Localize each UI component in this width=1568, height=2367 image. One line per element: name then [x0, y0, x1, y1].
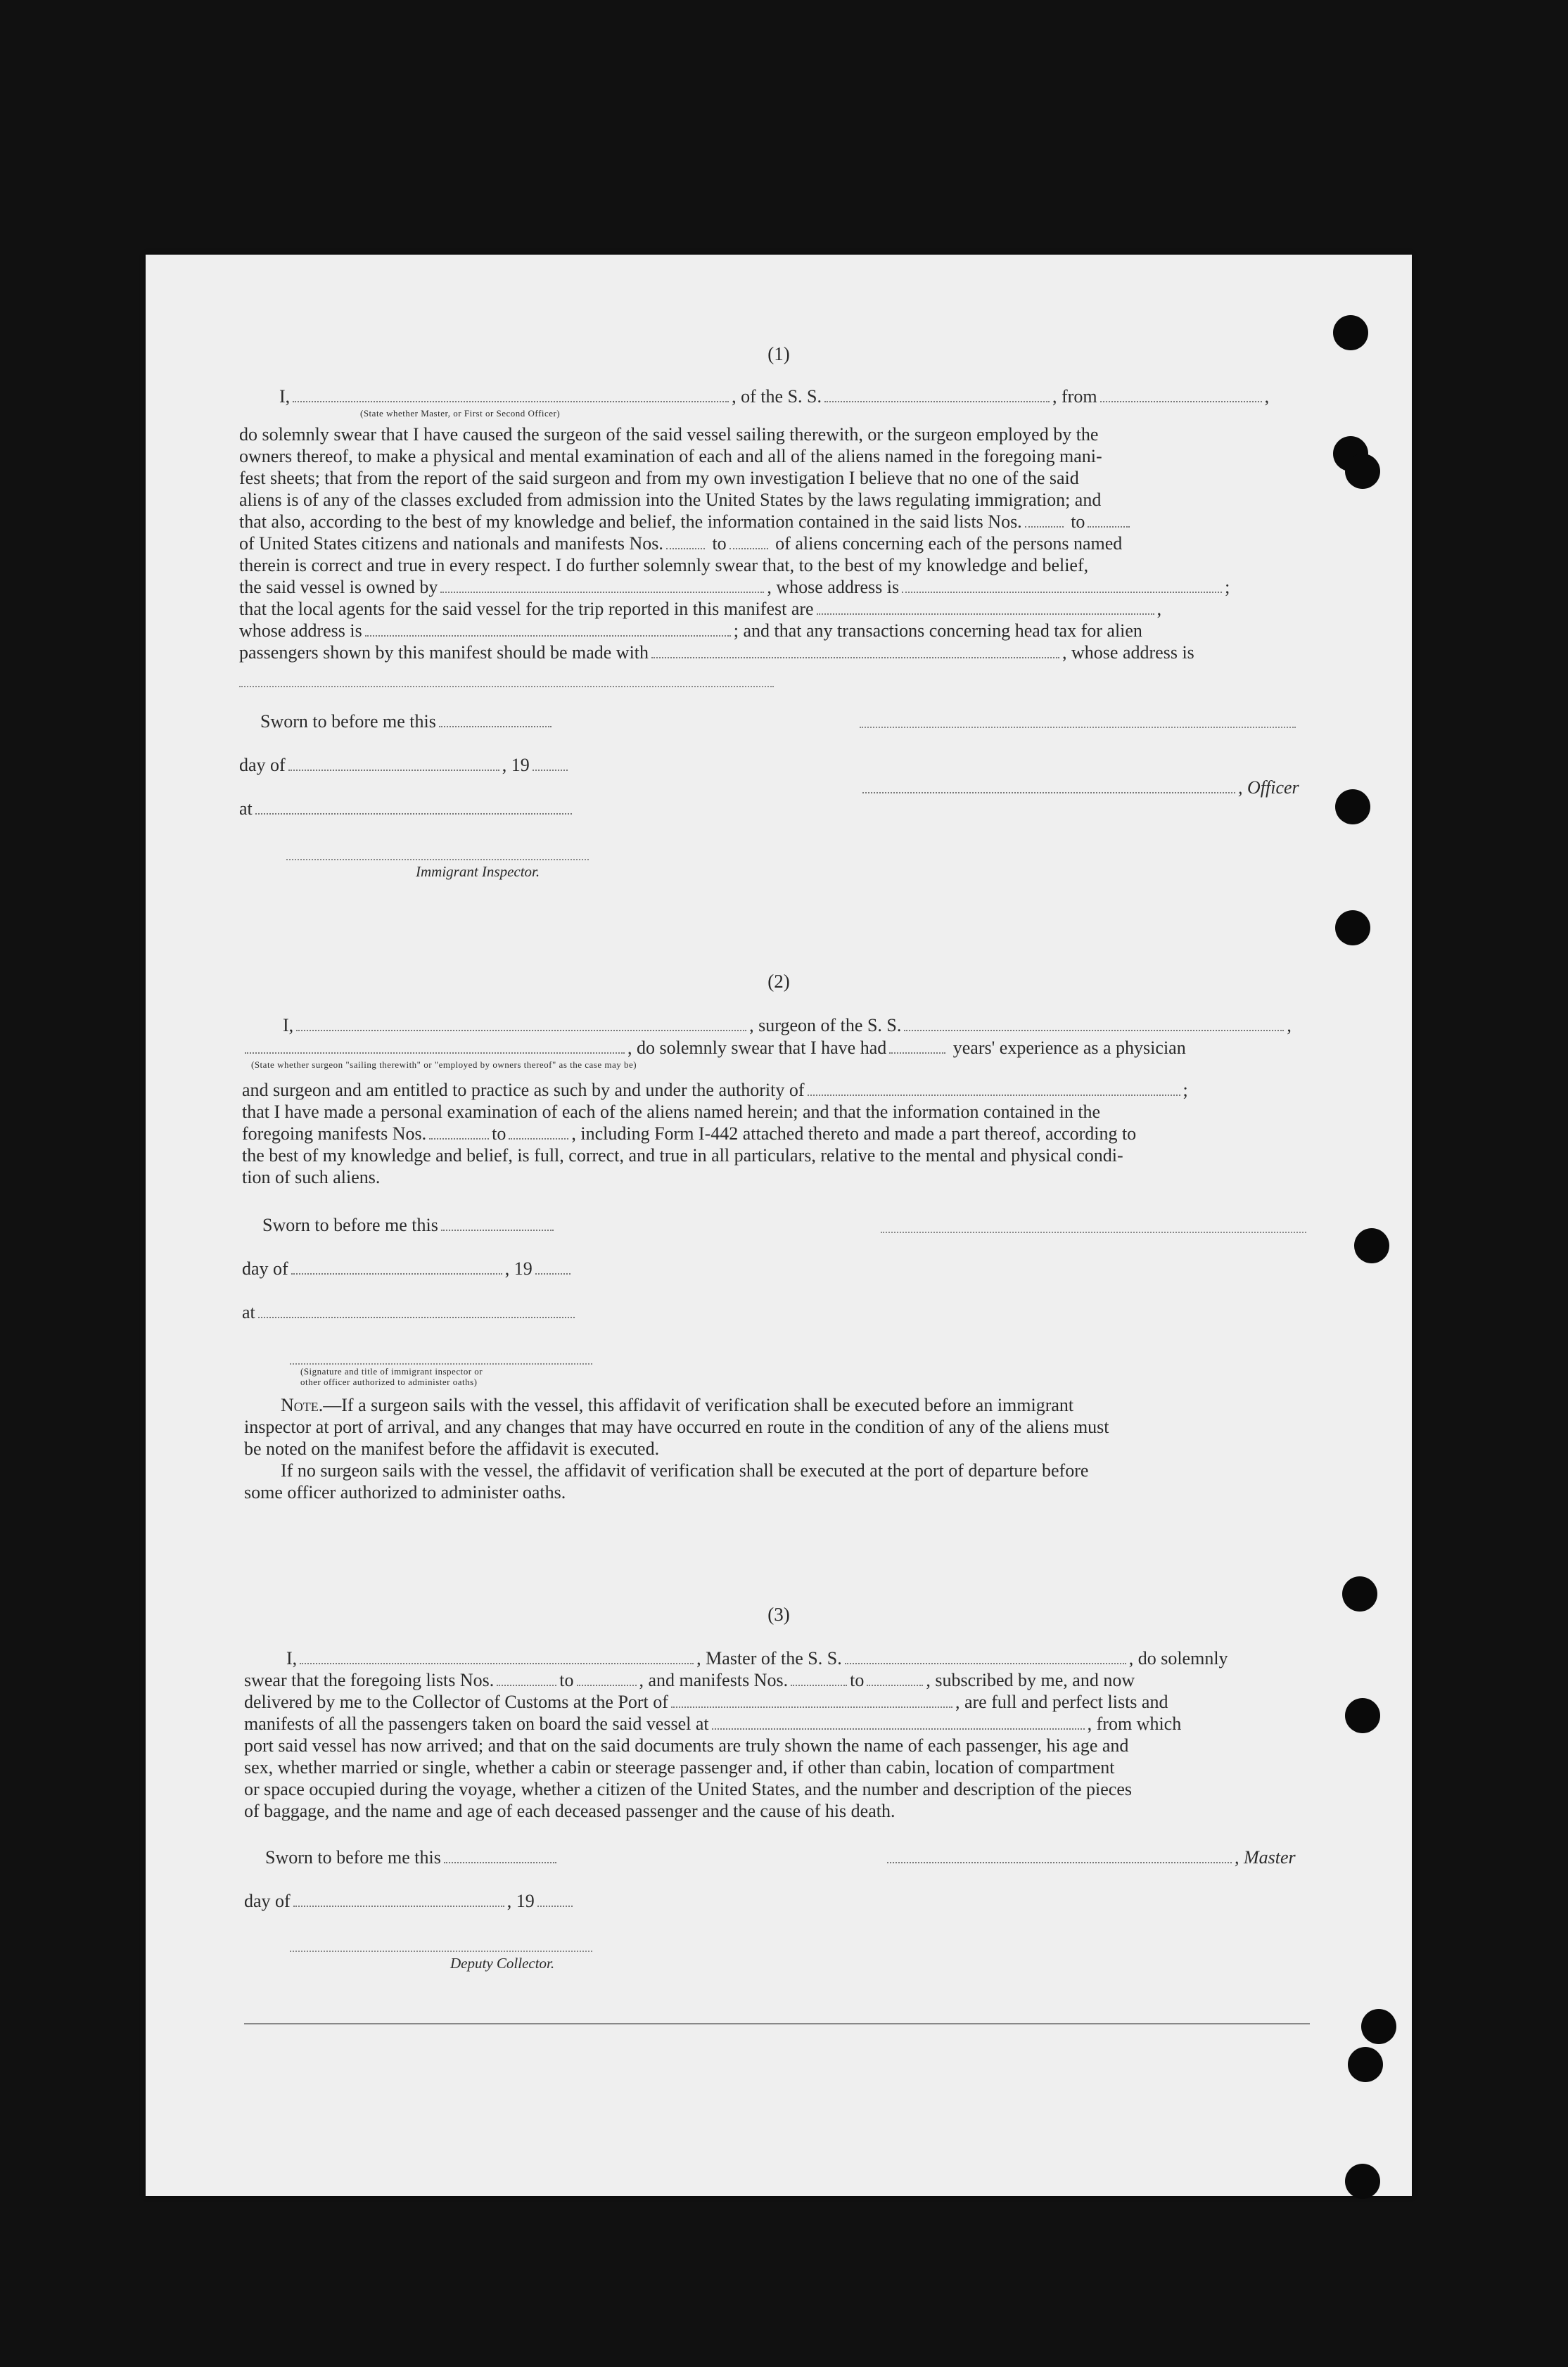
inspector-label: Immigrant Inspector.: [416, 863, 540, 880]
s2-line-2: that I have made a personal examination of each of the aliens named herein; and that the information contained in the: [242, 1102, 1101, 1122]
officer-caption: (State whether Master, or First or Second Officer): [360, 408, 561, 419]
sig-caption-1: (Signature and title of immigrant inspector or: [300, 1366, 483, 1377]
s2-line-3: foregoing manifests Nos. to , including Form I-442 attached thereto and made a part thereof, according to: [242, 1123, 1137, 1144]
from-label: , from: [1052, 386, 1097, 407]
bottom-rule: [244, 2023, 1310, 2024]
officer-signature-blank: [860, 726, 1296, 728]
surgeon-signature-blank: [881, 1231, 1306, 1233]
note-line-2: inspector at port of arrival, and any changes that may have occurred en route in the condition of any of the aliens must: [244, 1417, 1109, 1437]
deputy-label: Deputy Collector.: [450, 1955, 555, 1972]
punch-hole: [1333, 315, 1368, 350]
deputy-signature-blank: [290, 1950, 592, 1952]
s1-line-6: of United States citizens and nationals and manifests Nos. to of aliens concerning each of the persons named: [239, 533, 1123, 554]
s3-line-4: manifests of all the passengers taken on board the said vessel at , from which: [244, 1714, 1182, 1734]
s1-line-9: that the local agents for the said vessel for the trip reported in this manifest are ,: [239, 599, 1162, 619]
s1-line-8: the said vessel is owned by , whose address is ;: [239, 577, 1230, 597]
s3-sworn-line: Sworn to before me this: [265, 1846, 559, 1868]
s2-line-1: and surgeon and am entitled to practice as such by and under the authority of ;: [242, 1080, 1188, 1100]
of-the-ss-label: , of the S. S.: [732, 386, 822, 407]
punch-hole: [1342, 1576, 1377, 1612]
s3-line-8: of baggage, and the name and age of each deceased passenger and the cause of his death.: [244, 1801, 895, 1821]
s3-line-1: I, , Master of the S. S. , do solemnly: [286, 1648, 1228, 1669]
punch-hole: [1361, 2009, 1396, 2044]
s2-line-4: the best of my knowledge and belief, is full, correct, and true in all particulars, relative to the mental and physical condi-: [242, 1145, 1123, 1166]
s2-swear-line: , do solemnly swear that I have had years' experience as a physician: [242, 1037, 1186, 1059]
punch-hole: [1354, 1228, 1389, 1263]
section-3-number: (3): [767, 1604, 790, 1625]
note-block: [244, 1394, 1310, 1503]
s1-line-5: that also, according to the best of my knowledge and belief, the information contained in the said lists Nos. to: [239, 511, 1305, 532]
i-label: I,: [279, 386, 291, 407]
surgeon-caption: (State whether surgeon "sailing therewith" or "employed by owners thereof" as the case may be): [251, 1059, 637, 1070]
s2-signature-blank: [290, 1363, 592, 1365]
s3-master-line: , Master: [884, 1846, 1296, 1868]
punch-hole: [1345, 454, 1380, 489]
s1-line-10: whose address is ; and that any transactions concerning head tax for alien: [239, 620, 1142, 641]
section-2-number: (2): [767, 971, 790, 992]
s2-line-5: tion of such aliens.: [242, 1167, 381, 1187]
officer-name-blank: [293, 387, 729, 402]
s3-line-5: port said vessel has now arrived; and that on the said documents are truly shown the name of each passenger, his age and: [244, 1735, 1129, 1756]
punch-hole: [1335, 910, 1370, 945]
s1-officer-line: , Officer: [860, 777, 1299, 798]
s1-line-11: passengers shown by this manifest should be made with , whose address is: [239, 642, 1194, 663]
form-sheet: [146, 255, 1412, 2196]
punch-hole: [1345, 2164, 1380, 2199]
section-3-body: [244, 1647, 1310, 1822]
note-line-5: some officer authorized to administer oaths.: [244, 1482, 566, 1502]
section-1-number: (1): [767, 343, 790, 364]
note-line-1: Note.—If a surgeon sails with the vessel, this affidavit of verification shall be executed before an immigrant: [281, 1395, 1074, 1415]
s1-sworn-line: Sworn to before me this: [260, 710, 554, 732]
punch-hole: [1345, 1698, 1380, 1733]
punch-hole: [1335, 789, 1370, 824]
from-port-blank: [1100, 387, 1262, 402]
vessel-name-blank: [824, 387, 1050, 402]
s3-line-2: swear that the foregoing lists Nos. to , and manifests Nos. to , subscribed by me, and now: [244, 1670, 1135, 1690]
s1-line-3: fest sheets; that from the report of the said surgeon and from my own investigation I believe that no one of the said: [239, 468, 1079, 488]
section-1-header-line: I, , of the S. S. , from ,: [279, 386, 1270, 407]
s2-at-line: at: [242, 1301, 578, 1323]
s1-line-2: owners thereof, to make a physical and mental examination of each and all of the aliens named in the foregoing mani-: [239, 446, 1102, 466]
section-2-body: [242, 1079, 1308, 1188]
section-1-body: [239, 423, 1305, 663]
s1-at-line: at: [239, 798, 575, 819]
punch-hole: [1348, 2047, 1383, 2082]
s3-day-line: day of , 19: [244, 1890, 575, 1912]
s1-line-1: do solemnly swear that I have caused the surgeon of the said vessel sailing therewith, or the surgeon employed by the: [239, 424, 1099, 445]
s1-day-line: day of , 19: [239, 754, 571, 776]
note-line-4: If no surgeon sails with the vessel, the affidavit of verification shall be executed at the port of departure before: [281, 1460, 1089, 1481]
s2-day-line: day of , 19: [242, 1258, 573, 1280]
s3-line-3: delivered by me to the Collector of Customs at the Port of , are full and perfect lists and: [244, 1692, 1168, 1712]
s1-line-7: therein is correct and true in every respect. I do further solemnly swear that, to the best of my knowledge and belief,: [239, 555, 1089, 575]
s2-header-line: I, , surgeon of the S. S. ,: [283, 1015, 1292, 1035]
sig-caption-2: other officer authorized to administer oaths): [300, 1377, 478, 1387]
s3-line-6: sex, whether married or single, whether a cabin or steerage passenger and, if other than cabin, location of compartment: [244, 1757, 1115, 1778]
s1-line-4: aliens is of any of the classes excluded from admission into the United States by the laws regulating immigration; and: [239, 490, 1102, 510]
note-line-3: be noted on the manifest before the affidavit is executed.: [244, 1438, 660, 1459]
s3-line-7: or space occupied during the voyage, whether a citizen of the United States, and the number and description of the pieces: [244, 1779, 1133, 1799]
s2-sworn-line: Sworn to before me this: [262, 1214, 556, 1236]
inspector-signature-blank: [286, 858, 589, 860]
address-continuation-blank: [239, 685, 774, 687]
